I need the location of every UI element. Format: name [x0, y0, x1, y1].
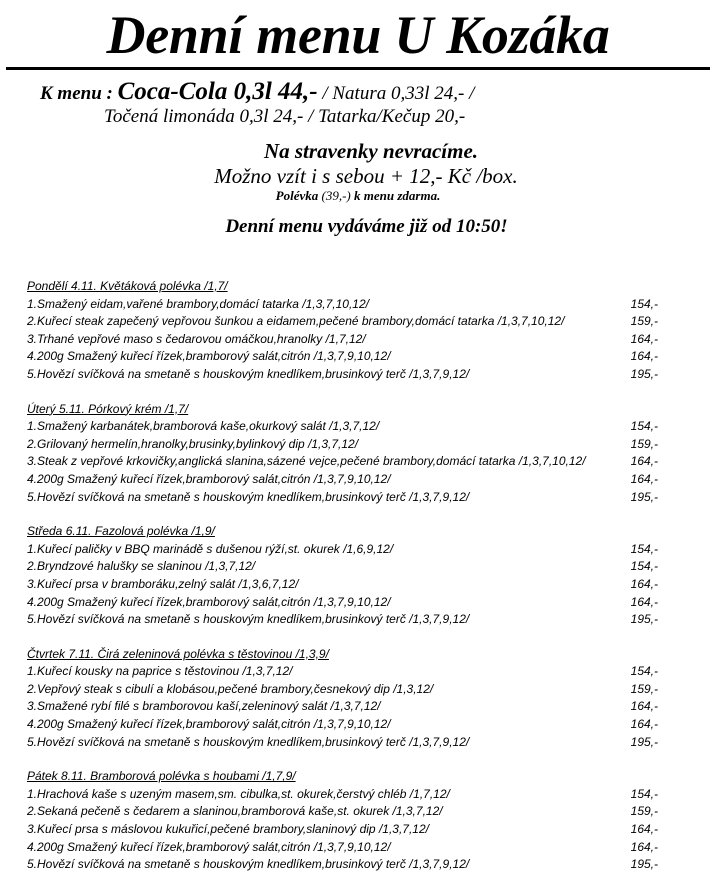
menu-item-price: 195,-: [630, 857, 658, 872]
day-heading: [0, 646, 716, 664]
soup-word: Polévka: [275, 188, 319, 203]
menu-item-name: 1.Kuřecí paličky v BBQ marinádě s dušenou rýží,st. okurek /1,6,9,12/: [27, 541, 394, 556]
day-heading: [0, 401, 716, 419]
menu-item-price: 159,-: [630, 314, 658, 329]
menu-item: [0, 734, 716, 752]
menu-item-price: 154,-: [630, 664, 658, 679]
menu-item-price: 164,-: [630, 454, 658, 469]
menu-item: [0, 453, 716, 471]
soup-note: [0, 187, 716, 205]
day-section: [0, 646, 716, 752]
drinks-line-2: Točená limonáda 0,3l 24,- / Tatarka/Kečup 20,-: [104, 106, 466, 127]
menu-item: [0, 489, 716, 507]
menu-item-name: 5.Hovězí svíčková na smetaně s houskovým knedlíkem,brusinkový terč /1,3,7,9,12/: [27, 489, 470, 504]
menu-item-name: 2.Bryndzové halušky se slaninou /1,3,7,12/: [27, 559, 256, 574]
menu-item: [0, 803, 716, 821]
menu-item-name: 2.Sekaná pečeně s čedarem a slaninou,bramborová kaše,st. okurek /1,3,7,12/: [27, 804, 443, 819]
menu-item: [0, 313, 716, 331]
menu-item: [0, 541, 716, 559]
menu-item-price: 195,-: [630, 734, 658, 749]
menu-item-name: 4.200g Smažený kuřecí řízek,bramborový salát,citrón /1,3,7,9,10,12/: [27, 594, 391, 609]
menu-item-price: 164,-: [630, 839, 658, 854]
menu-title: Denní menu U Kozáka: [106, 5, 610, 65]
weekly-menu: [0, 278, 716, 891]
vouchers-note: Na stravenky nevracíme.: [263, 139, 479, 163]
menu-item: [0, 716, 716, 734]
menu-item-price: 154,-: [630, 541, 658, 556]
menu-item-price: 164,-: [630, 699, 658, 714]
day-heading-text: Pondělí 4.11. Květáková polévka /1,7/: [27, 279, 228, 293]
menu-item: [0, 418, 716, 436]
menu-item-price: 195,-: [630, 612, 658, 627]
menu-item-name: 2.Kuřecí steak zapečený vepřovou šunkou a eidamem,pečené brambory,domácí tatarka /1,3,7,10,12/: [27, 314, 565, 329]
day-heading: [0, 523, 716, 541]
menu-item-price: 164,-: [630, 471, 658, 486]
menu-item: [0, 576, 716, 594]
menu-item-price: 164,-: [630, 331, 658, 346]
menu-item-name: 3.Kuřecí prsa v bramboráku,zelný salát /1,3,6,7,12/: [27, 576, 299, 591]
menu-item: [0, 611, 716, 629]
menu-item-name: 5.Hovězí svíčková na smetaně s houskovým knedlíkem,brusinkový terč /1,3,7,9,12/: [27, 612, 470, 627]
menu-item-price: 195,-: [630, 489, 658, 504]
drinks-rest: / Natura 0,33l 24,- /: [322, 83, 475, 104]
menu-item: [0, 296, 716, 314]
menu-item: [0, 558, 716, 576]
menu-item-name: 3.Trhané vepřové maso s čedarovou omáčkou,hranolky /1,7,12/: [27, 331, 366, 346]
menu-item-name: 1.Hrachová kaše s uzeným masem,sm. cibulka,st. okurek,čerstvý chléb /1,7,12/: [27, 786, 450, 801]
menu-item: [0, 856, 716, 874]
menu-item-name: 2.Vepřový steak s cibulí a klobásou,pečené brambory,česnekový dip /1,3,12/: [27, 681, 434, 696]
menu-item-price: 159,-: [630, 681, 658, 696]
menu-item-name: 4.200g Smažený kuřecí řízek,bramborový salát,citrón /1,3,7,9,10,12/: [27, 349, 391, 364]
menu-item: [0, 839, 716, 857]
day-heading-text: Středa 6.11. Fazolová polévka /1,9/: [27, 524, 215, 539]
day-heading-text: Čtvrtek 7.11. Čirá zeleninová polévka s těstovinou /1,3,9/: [27, 646, 329, 661]
menu-item-price: 154,-: [630, 786, 658, 801]
menu-item-price: 164,-: [630, 717, 658, 732]
soup-price: (39,-): [321, 188, 351, 203]
menu-item: [0, 698, 716, 716]
menu-item: [0, 594, 716, 612]
menu-item-price: 164,-: [630, 349, 658, 364]
menu-item-price: 154,-: [630, 419, 658, 434]
menu-item: [0, 663, 716, 681]
menu-item-name: 5.Hovězí svíčková na smetaně s houskovým knedlíkem,brusinkový terč /1,3,7,9,12/: [27, 857, 470, 872]
day-heading-text: Úterý 5.11. Pórkový krém /1,7/: [27, 401, 189, 416]
menu-item: [0, 821, 716, 839]
menu-item-price: 195,-: [630, 366, 658, 381]
drinks-line-1: [40, 78, 474, 108]
menu-item-name: 3.Smažené rybí filé s bramborovou kaší,zeleninový salát /1,3,7,12/: [27, 699, 381, 714]
title-underline: [6, 67, 710, 70]
menu-item-name: 1.Kuřecí kousky na paprice s těstovinou /1,3,7,12/: [27, 664, 293, 679]
day-section: [0, 401, 716, 507]
menu-item: [0, 471, 716, 489]
menu-item-price: 164,-: [630, 576, 658, 591]
drinks-prefix: K menu :: [40, 83, 113, 104]
menu-item-name: 4.200g Smažený kuřecí řízek,bramborový salát,citrón /1,3,7,9,10,12/: [27, 471, 391, 486]
menu-item-name: 5.Hovězí svíčková na smetaně s houskovým knedlíkem,brusinkový terč /1,3,7,9,12/: [27, 734, 470, 749]
menu-item-price: 154,-: [630, 559, 658, 574]
menu-item-price: 164,-: [630, 822, 658, 837]
menu-item-price: 159,-: [630, 804, 658, 819]
drinks-cola: Coca-Cola 0,3l 44,-: [117, 78, 318, 105]
menu-item: [0, 366, 716, 384]
serving-note: Denní menu vydáváme již od 10:50!: [225, 216, 508, 237]
menu-item: [0, 436, 716, 454]
day-section: [0, 523, 716, 629]
day-section: [0, 768, 716, 874]
menu-item-name: 5.Hovězí svíčková na smetaně s houskovým knedlíkem,brusinkový terč /1,3,7,9,12/: [27, 366, 470, 381]
day-heading-text: Pátek 8.11. Bramborová polévka s houbami /1,7,9/: [27, 769, 296, 784]
menu-item-name: 4.200g Smažený kuřecí řízek,bramborový salát,citrón /1,3,7,9,10,12/: [27, 717, 391, 732]
menu-item-name: 1.Smažený eidam,vařené brambory,domácí tatarka /1,3,7,10,12/: [27, 296, 369, 311]
menu-item-price: 164,-: [630, 594, 658, 609]
day-heading: [0, 278, 716, 296]
menu-item-price: 159,-: [630, 436, 658, 451]
menu-item-name: 2.Grilovaný hermelín,hranolky,brusinky,bylinkový dip /1,3,7,12/: [27, 436, 359, 451]
takeaway-note: Možno vzít i s sebou + 12,- Kč /box.: [214, 164, 518, 188]
menu-item-price: 154,-: [630, 296, 658, 311]
menu-item: [0, 786, 716, 804]
menu-item-name: 3.Steak z vepřové krkovičky,anglická slanina,sázené vejce,pečené brambory,domácí tatarka /1,3,7,10,12/: [27, 454, 586, 469]
day-section: [0, 278, 716, 384]
menu-item-name: 1.Smažený karbanátek,bramborová kaše,okurkový salát /1,3,7,12/: [27, 419, 380, 434]
menu-item: [0, 348, 716, 366]
day-heading: [0, 768, 716, 786]
menu-item-name: 3.Kuřecí prsa s máslovou kukuřicí,pečené brambory,slaninový dip /1,3,7,12/: [27, 822, 429, 837]
menu-item: [0, 681, 716, 699]
menu-item-name: 4.200g Smažený kuřecí řízek,bramborový salát,citrón /1,3,7,9,10,12/: [27, 839, 391, 854]
soup-rest: k menu zdarma.: [354, 188, 441, 203]
menu-item: [0, 331, 716, 349]
